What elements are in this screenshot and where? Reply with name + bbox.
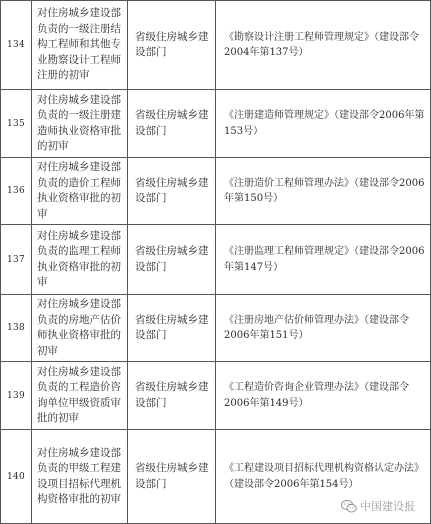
row-number: 136 (1, 158, 32, 225)
watermark-text: 中国建设报 (360, 500, 415, 513)
table-row (1, 158, 431, 225)
approval-item: 对住房城乡建设部负责的一级注册结构工程师和其他专业勘察设计工程师注册的初审 (32, 1, 128, 90)
row-number: 135 (1, 90, 32, 158)
approval-item: 对住房城乡建设部负责的一级注册建造师执业资格审批的初审 (32, 90, 128, 158)
approval-item: 对住房城乡建设部负责的监理工程师执业资格审批的初审 (32, 225, 128, 295)
approval-item: 对住房城乡建设部负责的甲级工程建设项目招标代理机构资格审批的初审 (32, 430, 128, 524)
implementing-department: 省级住房城乡建设部门 (128, 90, 216, 158)
legal-basis: 《注册监理工程师管理规定》（建设部令2006年第147号） (216, 225, 431, 295)
table-row (1, 1, 431, 90)
row-number: 140 (1, 430, 32, 524)
approval-item: 对住房城乡建设部负责的造价工程师执业资格审批的初审 (32, 158, 128, 225)
legal-basis: 《工程造价咨询企业管理办法》（建设部令2006年第149号） (216, 362, 431, 430)
table-row (1, 430, 431, 524)
row-number: 139 (1, 362, 32, 430)
implementing-department: 省级住房城乡建设部门 (128, 362, 216, 430)
legal-basis: 《注册建造师管理规定》（建设部令2006年第153号） (216, 90, 431, 158)
legal-basis: 《注册房地产估价师管理办法》（建设部令2006年第151号） (216, 295, 431, 362)
table-row (1, 225, 431, 295)
approval-item: 对住房城乡建设部负责的房地产估价师执业资格审批的初审 (32, 295, 128, 362)
row-number: 137 (1, 225, 32, 295)
table-row (1, 362, 431, 430)
implementing-department: 省级住房城乡建设部门 (128, 158, 216, 225)
legal-basis: 《勘察设计注册工程师管理规定》（建设部令2004年第137号） (216, 1, 431, 90)
approval-item: 对住房城乡建设部负责的工程造价咨询单位甲级资质审批的初审 (32, 362, 128, 430)
implementing-department: 省级住房城乡建设部门 (128, 1, 216, 90)
implementing-department: 省级住房城乡建设部门 (128, 430, 216, 524)
row-number: 134 (1, 1, 32, 90)
legal-basis: 《工程建设项目招标代理机构资格认定办法》（建设部令2006年第154号） (216, 430, 431, 524)
row-number: 138 (1, 295, 32, 362)
implementing-department: 省级住房城乡建设部门 (128, 225, 216, 295)
implementing-department: 省级住房城乡建设部门 (128, 295, 216, 362)
table-row (1, 90, 431, 158)
table-row (1, 295, 431, 362)
legal-basis: 《注册造价工程师管理办法》（建设部令2006年第150号） (216, 158, 431, 225)
